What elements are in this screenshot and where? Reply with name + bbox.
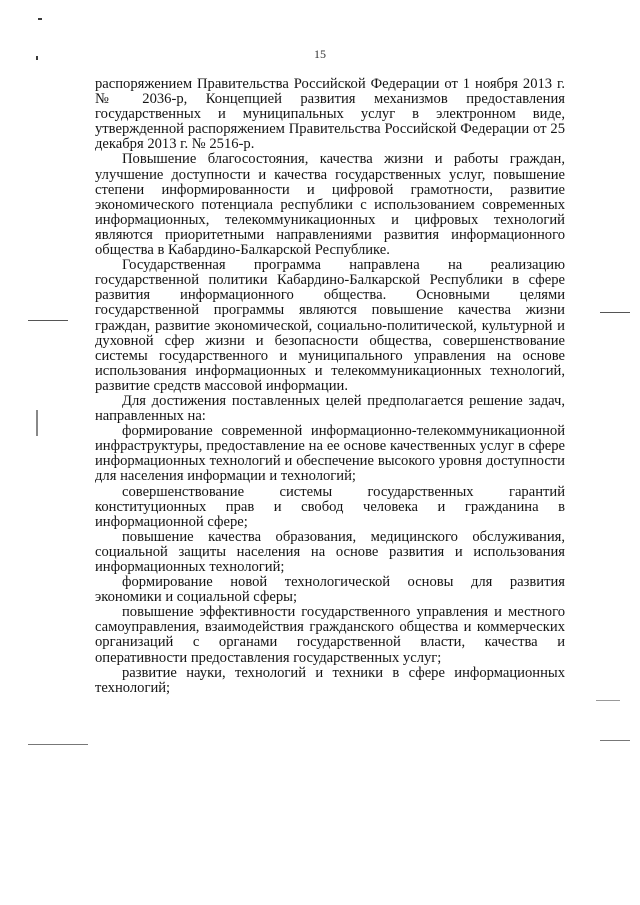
scan-line xyxy=(600,312,630,313)
paragraph: Повышение благосостояния, качества жизни и работы граждан, улучшение доступности и качества государственных услуг, повышение степени информированности и цифровой грамотности, развитие экономического потенциала республики с использованием современных информационных, телекоммуникационных и цифровых технологий являются приоритетными направлениями развития информационного общества в Кабардино-Балкарской Республике. xyxy=(95,151,565,259)
paragraph: распоряжением Правительства Российской Федерации от 1 ноября 2013 г. № 2036-р, Концепцией развития механизмов предоставления государственных и муниципальных услуг в электронном виде, утвержденной распоряжением Правительства Российской Федерации от 25 декабря 2013 г. № 2516-р. xyxy=(95,76,565,153)
paragraph: совершенствование системы государственных гарантий конституционных прав и свобод человека и гражданина в информационной сфере; xyxy=(95,483,565,530)
paragraph: формирование современной информационно-телекоммуникационной инфраструктуры, предоставление на ее основе качественных услуг в сфере информационных технологий и обеспечение высокого уровня доступности для населения информации и технологий; xyxy=(95,423,565,485)
scan-line xyxy=(596,700,620,701)
paragraph: развитие науки, технологий и техники в сфере информационных технологий; xyxy=(95,664,565,696)
body-text xyxy=(95,77,565,696)
scan-line xyxy=(28,744,88,745)
page-number: 15 xyxy=(314,47,326,61)
scan-line xyxy=(600,740,630,741)
paragraph: повышение качества образования, медицинского обслуживания, социальной защиты населения на основе развития и использования информационных технологий; xyxy=(95,528,565,575)
paragraph: Государственная программа направлена на реализацию государственной политики Кабардино-Балкарской Республики в сфере развития информационного общества. Основными целями государственной программы являются повышение качества жизни граждан, развитие экономической, социально-политической, культурной и духовной сфер жизни и безопасности общества, совершенствование системы государственного и муниципального управления на основе использования информационных и телекоммуникационных технологий, развитие средств массовой информации. xyxy=(95,257,565,394)
scan-mark xyxy=(38,18,42,20)
paragraph: Для достижения поставленных целей предполагается решение задач, направленных на: xyxy=(95,392,565,425)
scan-mark xyxy=(36,410,38,436)
paragraph: формирование новой технологической основы для развития экономики и социальной сферы; xyxy=(95,574,565,606)
paragraph: повышение эффективности государственного управления и местного самоуправления, взаимодействия гражданского общества и коммерческих организаций с органами государственной власти, качества и оперативности предоставления государственных услуг; xyxy=(95,604,565,666)
scan-mark xyxy=(36,56,38,60)
scan-line xyxy=(28,320,68,321)
